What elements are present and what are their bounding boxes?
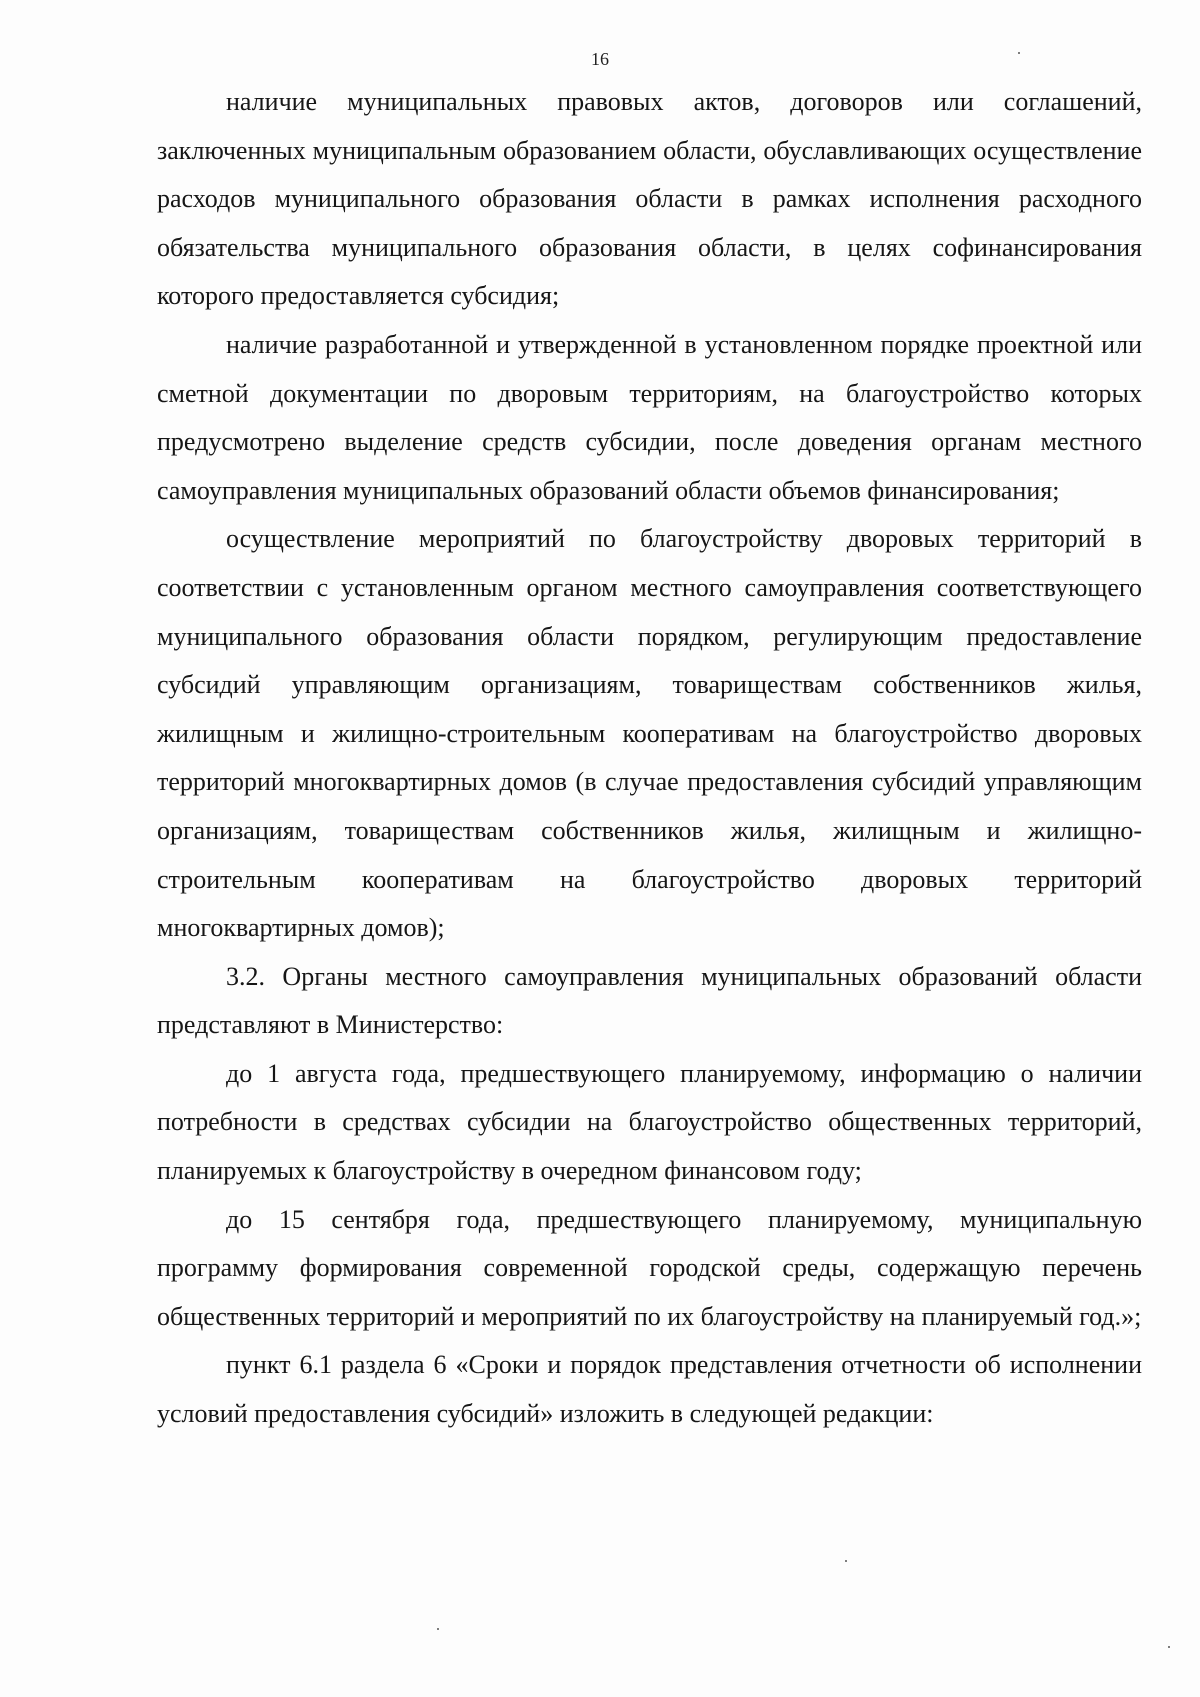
scan-speck bbox=[1168, 1646, 1170, 1648]
paragraph-clause-6-1: пункт 6.1 раздела 6 «Сроки и порядок представления отчетности об исполнении условий предоставления субсидий» изложить в следующей редакции: bbox=[157, 1350, 1142, 1429]
paragraph-design-documentation: наличие разработанной и утвержденной в установленном порядке проектной или сметной документации по дворовым территориям, на благоустройство которых предусмотрено выделение средств субсидии, после доведения органам местного самоуправления муниципальных образований области объемов финансирования; bbox=[157, 329, 1142, 505]
paragraph-september-deadline: до 15 сентября года, предшествующего планируемому, муниципальную программу формирования современной городской среды, содержащую перечень общественных территорий и мероприятий по их благоустройству на планируемый год.»; bbox=[157, 1204, 1142, 1331]
page-number: 16 bbox=[591, 49, 609, 69]
paragraph-section-3-2: 3.2. Органы местного самоуправления муниципальных образований области представляют в Министерство: bbox=[157, 961, 1142, 1040]
scan-speck bbox=[1018, 52, 1020, 54]
paragraph-august-deadline: до 1 августа года, предшествующего планируемому, информацию о наличии потребности в средствах субсидии на благоустройство общественных территорий, планируемых к благоустройству в очередном финансовом году; bbox=[157, 1058, 1142, 1186]
paragraph-improvement-activities: осуществление мероприятий по благоустройству дворовых территорий в соответствии с установленным органом местного самоуправления соответствующего муниципального образования области порядком, регулирующим предоставление субсидий управляющим организациям, товариществам собственников жилья, жилищным и жилищно-строительным кооперативам на благоустройство дворовых территорий многоквартирных домов (в случае предоставления субсидий управляющим организациям, товариществам собственников жилья, жилищным и жилищно-строительным кооперативам на благоустройство дворовых территорий многоквартирных домов); bbox=[157, 524, 1142, 943]
document-body bbox=[157, 78, 1142, 1439]
scan-speck bbox=[845, 1560, 847, 1562]
scan-speck bbox=[437, 1628, 439, 1630]
paragraph-legal-acts: наличие муниципальных правовых актов, договоров или соглашений, заключенных муниципальным образованием области, обуславливающих осуществление расходов муниципального образования области в рамках исполнения расходного обязательства муниципального образования области, в целях софинансирования которого предоставляется субсидия; bbox=[157, 87, 1142, 311]
